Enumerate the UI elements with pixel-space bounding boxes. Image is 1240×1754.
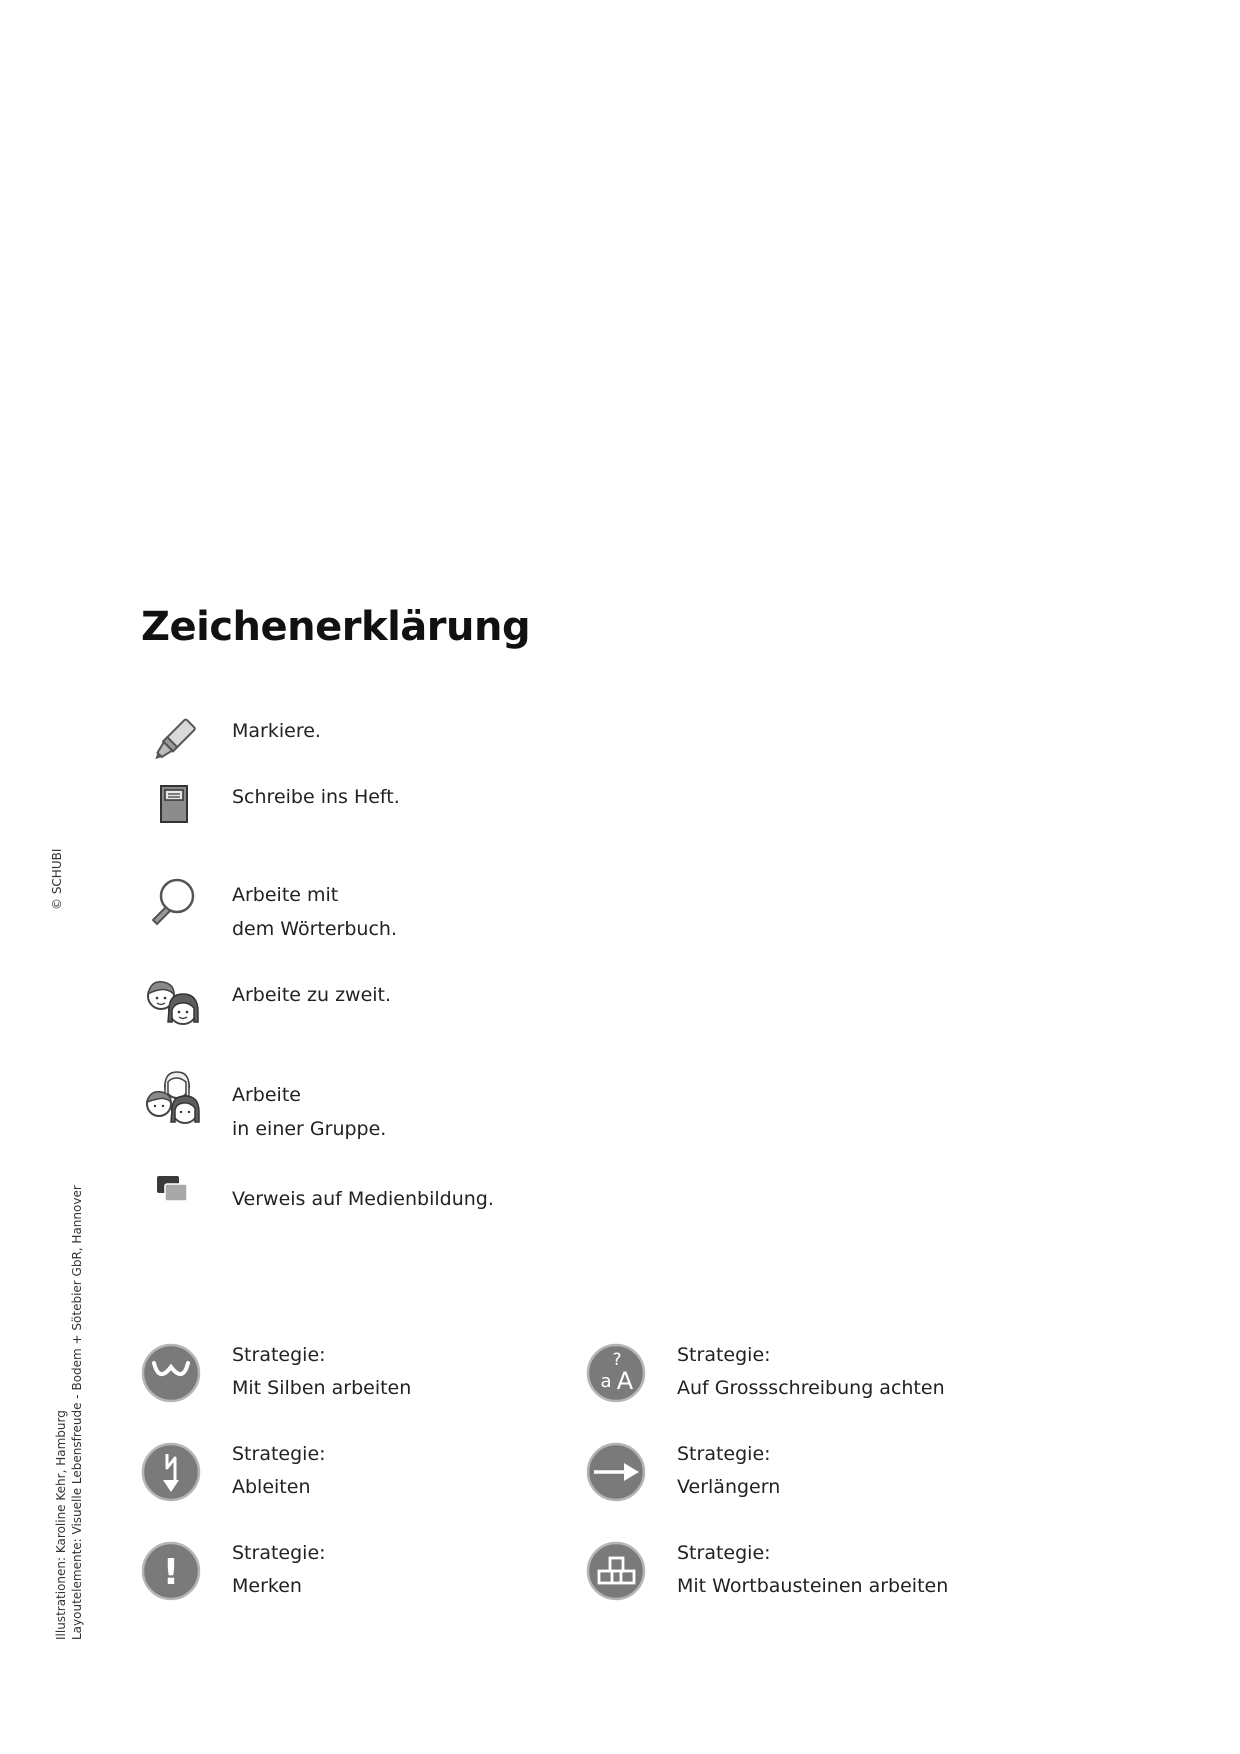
- syllable-arcs-icon: [141, 1343, 201, 1403]
- strategy-name: Merken: [232, 1575, 302, 1597]
- legend-line: Arbeite zu zweit.: [232, 984, 392, 1006]
- legend-item-group: [141, 1068, 841, 1148]
- legend-line: Arbeite: [232, 1084, 301, 1106]
- legend-item-notebook: [141, 774, 841, 854]
- legend-line: Verweis auf Medienbildung.: [232, 1188, 494, 1210]
- notebook-icon: [141, 774, 205, 838]
- strategy-text: [677, 1438, 780, 1504]
- strategy-derive: [141, 1442, 581, 1522]
- strategy-label: Strategie:: [232, 1443, 326, 1465]
- credits-illustrations: Illustrationen: Karoline Kehr, Hamburg: [54, 1410, 68, 1640]
- legend-item-media: [141, 1168, 841, 1248]
- strategy-name: Mit Silben arbeiten: [232, 1377, 412, 1399]
- strategy-text: [677, 1537, 948, 1603]
- legend-text: [232, 878, 397, 946]
- legend-line: Markiere.: [232, 720, 321, 742]
- legend-text: [232, 1078, 386, 1146]
- strategy-memorize: [141, 1541, 581, 1621]
- legend-text: [232, 714, 321, 748]
- exclamation-icon: [141, 1541, 201, 1601]
- credits-text: [53, 1185, 85, 1640]
- extend-arrow-icon: [586, 1442, 646, 1502]
- strategy-syllables: [141, 1343, 581, 1423]
- pair-icon: [141, 972, 205, 1036]
- strategy-text: [232, 1537, 326, 1603]
- word-blocks-icon: [586, 1541, 646, 1601]
- strategy-word-blocks: [586, 1541, 1026, 1621]
- capitalization-lower-glyph: a: [600, 1371, 612, 1392]
- strategy-label: Strategie:: [677, 1542, 771, 1564]
- credits-layout: Layoutelemente: Visuelle Lebensfreude - Bodem + Sötebier GbR, Hannover: [70, 1185, 84, 1640]
- strategy-name: Auf Grossschreibung achten: [677, 1377, 945, 1399]
- strategy-label: Strategie:: [232, 1344, 326, 1366]
- legend-line: Arbeite mit: [232, 884, 339, 906]
- legend-text: [232, 978, 391, 1012]
- exclamation-glyph: !: [162, 1552, 180, 1593]
- legend-item-dictionary: [141, 872, 841, 952]
- strategy-label: Strategie:: [677, 1344, 771, 1366]
- strategy-name: Ableiten: [232, 1476, 311, 1498]
- media-icon: [141, 1168, 205, 1232]
- strategy-capitalization: [586, 1343, 1026, 1423]
- magnifier-icon: [141, 872, 205, 936]
- strategy-name: Mit Wortbausteinen arbeiten: [677, 1575, 949, 1597]
- strategy-text: [232, 1339, 411, 1405]
- strategy-text: [677, 1339, 945, 1405]
- legend-text: [232, 1182, 494, 1216]
- capitalization-question-glyph: ?: [612, 1350, 622, 1370]
- legend-item-pair: [141, 972, 841, 1052]
- page-title: Zeichenerklärung: [141, 604, 531, 650]
- capitalization-upper-glyph: A: [616, 1367, 634, 1395]
- strategy-name: Verlängern: [677, 1476, 781, 1498]
- strategy-text: [232, 1438, 326, 1504]
- strategy-extend: [586, 1442, 1026, 1522]
- group-icon: [141, 1068, 205, 1132]
- legend-line: Schreibe ins Heft.: [232, 786, 400, 808]
- derive-arrow-icon: [141, 1442, 201, 1502]
- legend-line: dem Wörterbuch.: [232, 918, 397, 940]
- copyright-text: © SCHUBI: [50, 848, 64, 910]
- highlighter-icon: [141, 708, 205, 772]
- strategy-label: Strategie:: [677, 1443, 771, 1465]
- legend-text: [232, 780, 400, 814]
- legend-line: in einer Gruppe.: [232, 1118, 387, 1140]
- strategy-label: Strategie:: [232, 1542, 326, 1564]
- capitalization-icon: [586, 1343, 646, 1403]
